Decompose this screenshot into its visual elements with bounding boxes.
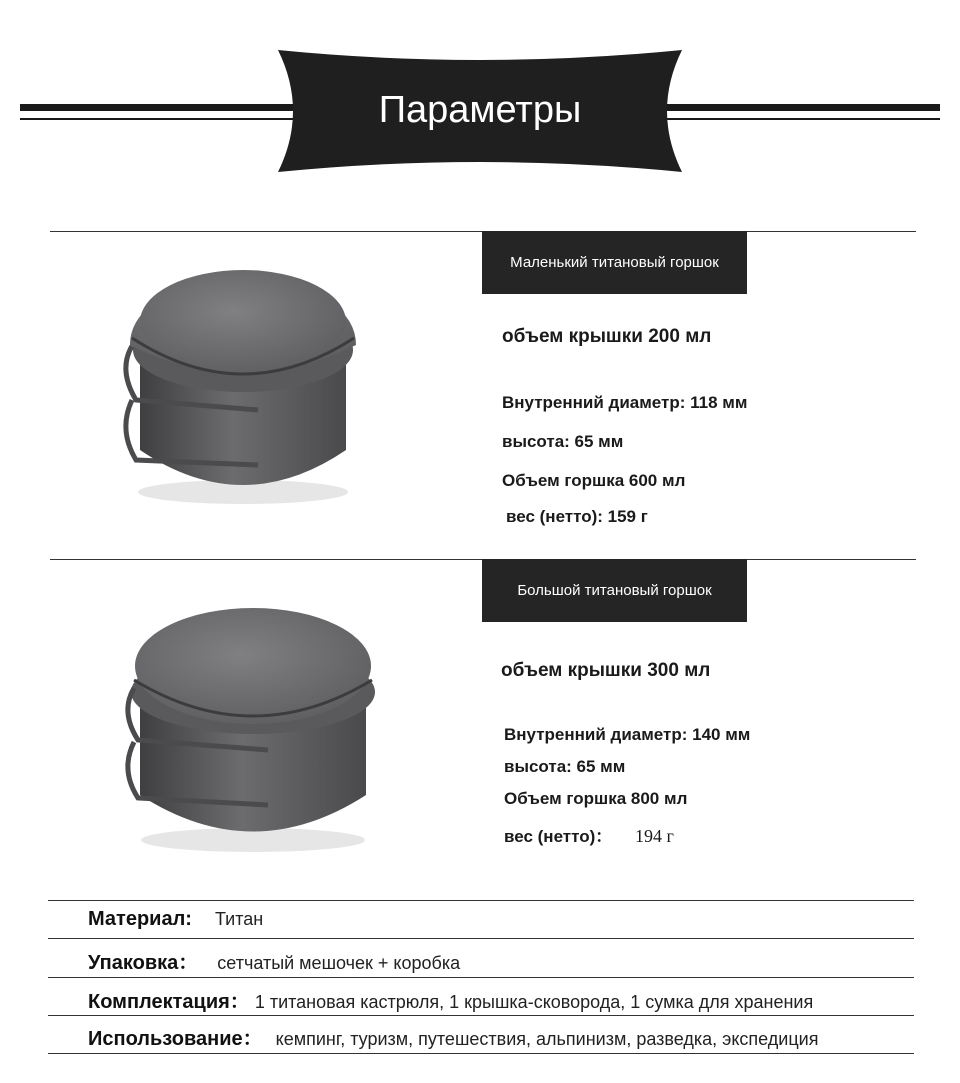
info-key: Упаковка： xyxy=(88,952,199,974)
table-rule xyxy=(48,1015,914,1016)
table-rule xyxy=(48,938,914,939)
table-rule xyxy=(48,1053,914,1054)
page-title: Параметры xyxy=(378,89,582,131)
info-key: Использование： xyxy=(88,1028,263,1050)
info-key: Материал: xyxy=(88,908,192,930)
large-net-weight xyxy=(504,822,674,847)
table-rule xyxy=(48,900,914,901)
info-row-packaging xyxy=(88,946,460,975)
info-value: сетчатый мешочек + коробка xyxy=(217,953,461,973)
info-row-contents xyxy=(88,985,813,1014)
info-value: Титан xyxy=(214,909,264,929)
large-pot-image xyxy=(118,600,388,855)
large-pot-label: Большой титановый горшок xyxy=(482,559,747,622)
table-rule xyxy=(48,977,914,978)
large-net-weight-value: 194 г xyxy=(635,826,674,846)
large-lid-volume: объем крышки 300 мл xyxy=(501,660,711,681)
small-height: высота: 65 мм xyxy=(502,432,624,451)
info-value: кемпинг, туризм, путешествия, альпинизм, разведка, экспедиция xyxy=(275,1029,819,1049)
large-height: высота: 65 мм xyxy=(504,757,626,776)
info-row-usage xyxy=(88,1022,818,1051)
large-net-weight-label: вес (нетто)： xyxy=(504,827,613,846)
small-inner-diameter: Внутренний диаметр: 118 мм xyxy=(502,393,748,412)
large-inner-diameter: Внутренний диаметр: 140 мм xyxy=(504,725,751,744)
info-key: Комплектация： xyxy=(88,991,250,1013)
small-pot-label: Маленький титановый горшок xyxy=(482,231,747,294)
info-value: 1 титановая кастрюля, 1 крышка-сковорода, 1 сумка для хранения xyxy=(254,992,814,1012)
info-row-material xyxy=(88,908,263,931)
small-lid-volume: объем крышки 200 мл xyxy=(502,326,712,347)
large-pot-volume: Объем горшка 800 мл xyxy=(504,789,688,808)
small-net-weight: вес (нетто): 159 г xyxy=(506,507,648,526)
small-pot-image xyxy=(118,250,368,510)
small-pot-volume: Объем горшка 600 мл xyxy=(502,471,686,490)
